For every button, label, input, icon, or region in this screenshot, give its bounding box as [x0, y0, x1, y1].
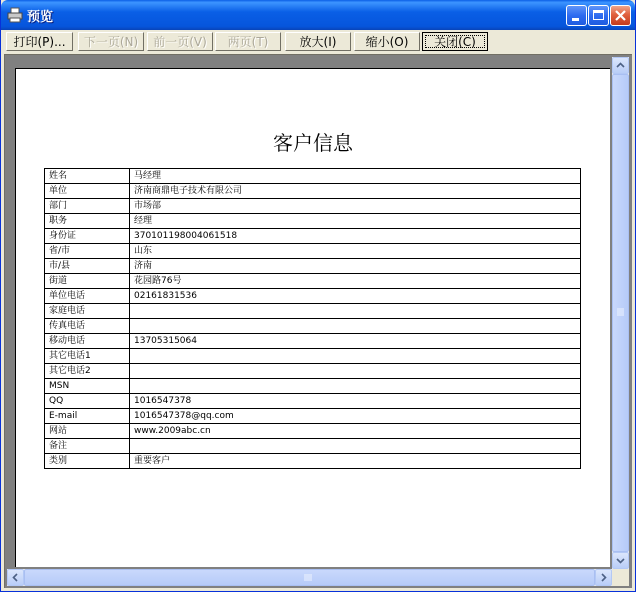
table-row	[45, 364, 581, 379]
scroll-up-button[interactable]	[612, 57, 629, 74]
minimize-icon	[567, 6, 586, 25]
field-value: 13705315064	[130, 334, 581, 349]
grip-icon	[25, 570, 594, 585]
table-row	[45, 394, 581, 409]
table-row	[45, 229, 581, 244]
field-value: 马经理	[130, 169, 581, 184]
title-bar[interactable]	[1, 0, 635, 30]
table-row	[45, 454, 581, 469]
preview-viewport[interactable]	[9, 59, 612, 567]
horizontal-scroll-thumb[interactable]	[24, 569, 595, 586]
field-label: 身份证	[45, 229, 130, 244]
table-row	[45, 334, 581, 349]
field-value: 花园路76号	[130, 274, 581, 289]
field-value	[130, 439, 581, 454]
field-label: 家庭电话	[45, 304, 130, 319]
next-page-button[interactable]: 下一页(N)	[78, 32, 144, 51]
document-title: 客户信息	[273, 131, 353, 155]
zoom-out-button[interactable]: 缩小(O)	[354, 32, 420, 51]
field-value: 经理	[130, 214, 581, 229]
scrollbar-corner	[612, 569, 629, 586]
table-row	[45, 184, 581, 199]
field-value: 济南商鼎电子技术有限公司	[130, 184, 581, 199]
minimize-button[interactable]	[566, 5, 587, 26]
arrow-down-icon	[613, 553, 628, 568]
field-label: E-mail	[45, 409, 130, 424]
field-value: 市场部	[130, 199, 581, 214]
table-row	[45, 304, 581, 319]
close-window-button[interactable]	[610, 5, 631, 26]
field-value: 重要客户	[130, 454, 581, 469]
close-button[interactable]: 关闭(C)	[422, 32, 488, 51]
field-value	[130, 319, 581, 334]
field-label: 移动电话	[45, 334, 130, 349]
scroll-down-button[interactable]	[612, 552, 629, 569]
scroll-right-button[interactable]	[595, 569, 612, 586]
table-row	[45, 244, 581, 259]
field-label: 街道	[45, 274, 130, 289]
field-value: 1016547378@qq.com	[130, 409, 581, 424]
customer-info-table	[44, 168, 581, 469]
field-label: 类别	[45, 454, 130, 469]
vertical-scroll-thumb[interactable]	[612, 74, 629, 552]
maximize-icon	[589, 6, 608, 25]
maximize-button[interactable]	[588, 5, 609, 26]
field-value	[130, 349, 581, 364]
preview-area	[4, 54, 632, 588]
field-label: 传真电话	[45, 319, 130, 334]
close-icon	[611, 6, 630, 25]
field-label: MSN	[45, 379, 130, 394]
field-value: 02161831536	[130, 289, 581, 304]
horizontal-scrollbar[interactable]	[7, 569, 612, 586]
document-page	[15, 68, 610, 567]
field-label: 其它电话1	[45, 349, 130, 364]
table-row	[45, 424, 581, 439]
scroll-left-button[interactable]	[7, 569, 24, 586]
arrow-up-icon	[613, 58, 628, 73]
field-value	[130, 364, 581, 379]
table-row	[45, 169, 581, 184]
field-value	[130, 304, 581, 319]
field-label: 职务	[45, 214, 130, 229]
table-row	[45, 274, 581, 289]
table-row	[45, 319, 581, 334]
table-row	[45, 259, 581, 274]
field-label: 其它电话2	[45, 364, 130, 379]
prev-page-button[interactable]: 前一页(V)	[147, 32, 213, 51]
field-label: 市/县	[45, 259, 130, 274]
window-title: 预览	[27, 10, 54, 25]
field-label: 部门	[45, 199, 130, 214]
table-row	[45, 349, 581, 364]
table-row	[45, 199, 581, 214]
arrow-right-icon	[596, 570, 611, 585]
field-label: 省/市	[45, 244, 130, 259]
field-value: 济南	[130, 259, 581, 274]
field-value: www.2009abc.cn	[130, 424, 581, 439]
field-label: 网站	[45, 424, 130, 439]
grip-icon	[613, 75, 628, 551]
printer-preview-icon	[7, 7, 23, 23]
arrow-left-icon	[8, 570, 23, 585]
print-button[interactable]: 打印(P)...	[6, 32, 73, 51]
table-row	[45, 409, 581, 424]
field-value: 370101198004061518	[130, 229, 581, 244]
table-row	[45, 289, 581, 304]
zoom-in-button[interactable]: 放大(I)	[285, 32, 351, 51]
two-pages-button[interactable]: 两页(T)	[215, 32, 281, 51]
table-row	[45, 214, 581, 229]
vertical-scrollbar[interactable]	[612, 57, 629, 569]
field-label: 姓名	[45, 169, 130, 184]
field-label: 单位	[45, 184, 130, 199]
field-value: 山东	[130, 244, 581, 259]
field-label: 备注	[45, 439, 130, 454]
table-row	[45, 439, 581, 454]
field-label: QQ	[45, 394, 130, 409]
table-row	[45, 379, 581, 394]
field-value: 1016547378	[130, 394, 581, 409]
preview-toolbar	[4, 31, 632, 53]
field-value	[130, 379, 581, 394]
field-label: 单位电话	[45, 289, 130, 304]
